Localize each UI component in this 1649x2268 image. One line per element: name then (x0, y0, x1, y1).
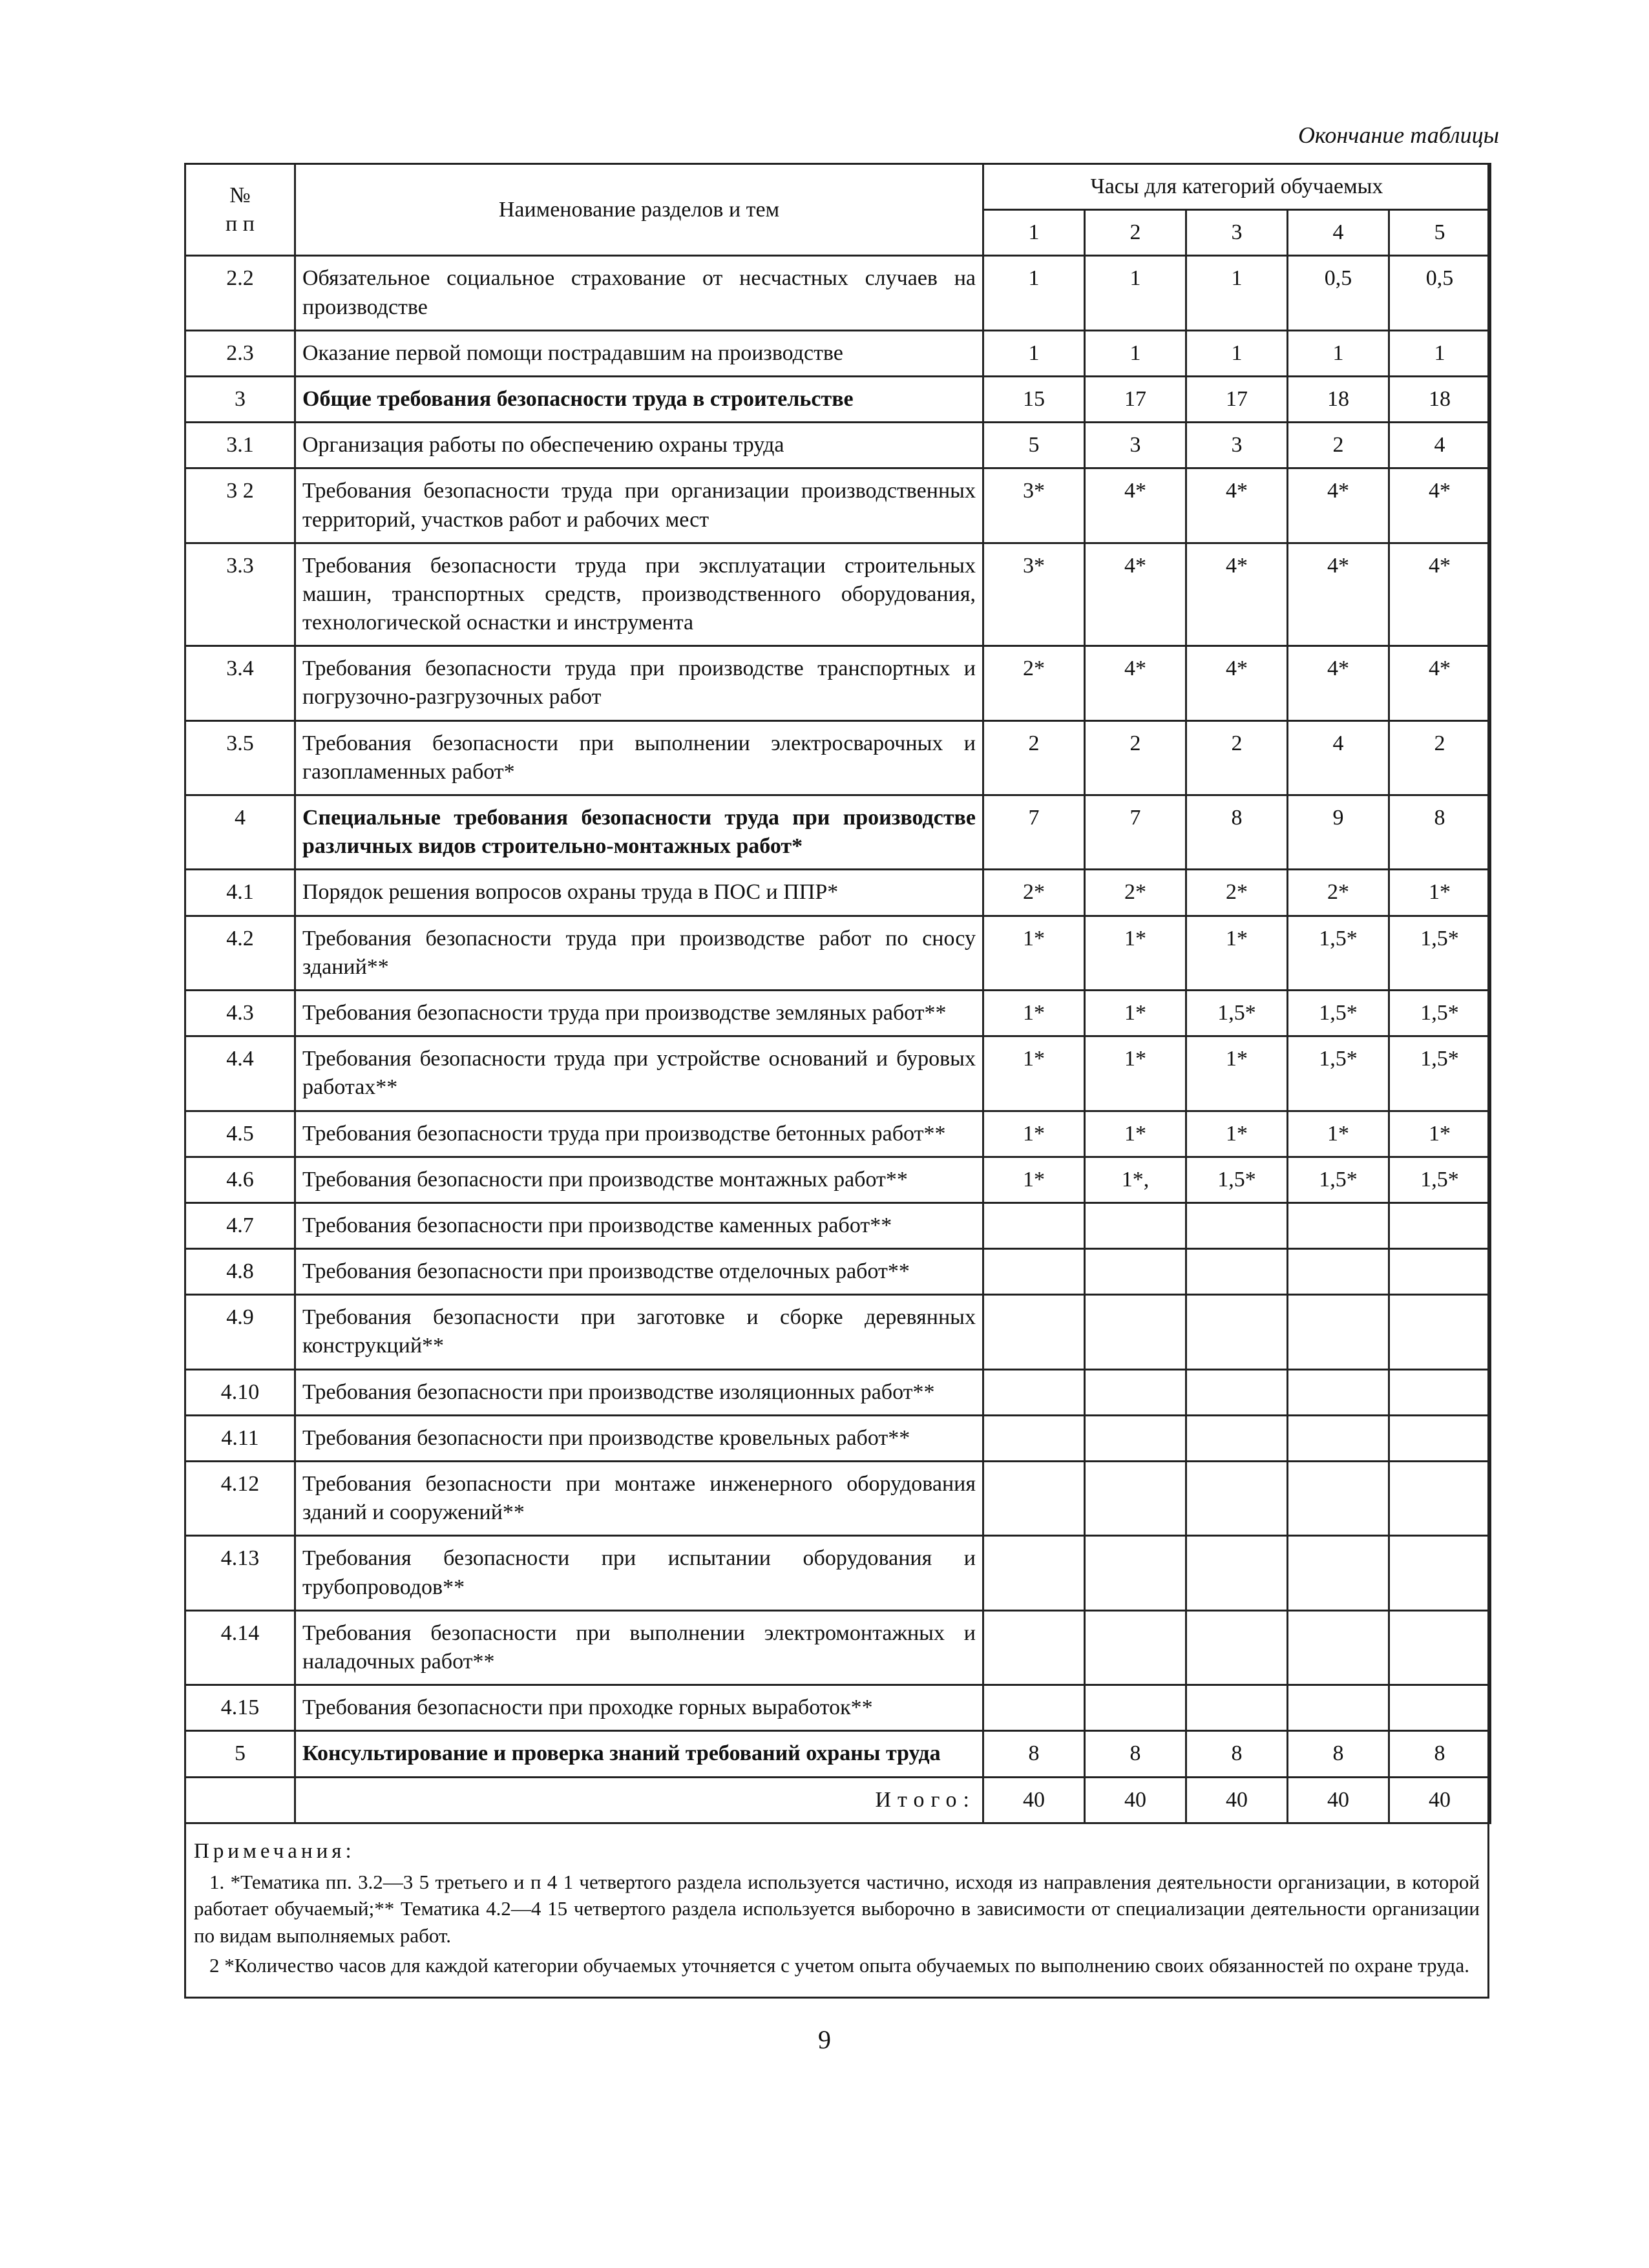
row-hours-cat-2: 17 (1085, 376, 1186, 422)
row-number: 4.14 (185, 1610, 295, 1685)
header-num: № п п (185, 164, 295, 256)
total-label: Итого: (295, 1777, 983, 1823)
row-hours-cat-4: 1* (1288, 1111, 1389, 1157)
row-number: 4.12 (185, 1462, 295, 1536)
row-number: 4.15 (185, 1685, 295, 1731)
row-hours-cat-3: 1* (1186, 1036, 1288, 1111)
row-hours-cat-3: 1 (1186, 330, 1288, 376)
row-hours-cat-1: 2* (983, 646, 1085, 720)
row-hours-cat-2: 4* (1085, 468, 1186, 543)
row-hours-cat-2: 1* (1085, 1036, 1186, 1111)
row-hours-cat-4: 18 (1288, 376, 1389, 422)
row-hours-cat-3: 1* (1186, 1111, 1288, 1157)
row-name: Требования безопасности труда при производстве транспортных и погрузочно-разгрузочных работ (295, 646, 983, 720)
row-hours-cat-4: 4* (1288, 543, 1389, 646)
header-name: Наименование разделов и тем (295, 164, 983, 256)
row-hours-cat-5: 1* (1389, 870, 1491, 916)
row-hours-cat-1: 15 (983, 376, 1085, 422)
row-hours-cat-2: 2* (1085, 870, 1186, 916)
row-hours-cat-3: 4* (1186, 543, 1288, 646)
row-hours-cat-5: 4* (1389, 468, 1491, 543)
row-hours-cat-5: 8 (1389, 795, 1491, 870)
row-name: Специальные требования безопасности труда при производстве различных видов строительно-монтажных работ* (295, 795, 983, 870)
row-hours-cat-3: 8 (1186, 1731, 1288, 1777)
row-number: 3 2 (185, 468, 295, 543)
row-hours-cat-3: 2 (1186, 720, 1288, 795)
row-hours-cat-5: 18 (1389, 376, 1491, 422)
row-hours-cat-1: 1* (983, 1036, 1085, 1111)
row-hours-cat-3: 3 (1186, 423, 1288, 468)
row-number: 2.3 (185, 330, 295, 376)
row-hours-cat-3: 2* (1186, 870, 1288, 916)
row-hours-cat-5: 1,5* (1389, 916, 1491, 990)
row-hours-cat-2: 4* (1085, 543, 1186, 646)
row-name: Требования безопасности труда при производстве земляных работ** (295, 990, 983, 1036)
row-hours-cat-1: 5 (983, 423, 1085, 468)
row-hours-cat-4: 8 (1288, 1731, 1389, 1777)
row-hours-cat-5: 4* (1389, 543, 1491, 646)
row-name: Общие требования безопасности труда в строительстве (295, 376, 983, 422)
note-item: 2 *Количество часов для каждой категории обучаемых уточняется с учетом опыта обучаемых по выполнению своих обязанностей по охране труда. (209, 1954, 1469, 1977)
row-hours-cat-2: 1* (1085, 916, 1186, 990)
row-hours-cat-5: 1,5* (1389, 1036, 1491, 1111)
notes-heading: Примечания: (194, 1840, 355, 1863)
row-hours-cat-5: 1,5* (1389, 990, 1491, 1036)
row-hours-cat-5: 2 (1389, 720, 1491, 795)
row-number: 3.1 (185, 423, 295, 468)
row-name: Требования безопасности труда при производстве работ по сносу зданий** (295, 916, 983, 990)
note-item: 1. *Тематика пп. 3.2—3 5 третьего и п 4 1 четвертого раздела используется частично, исходя из направления деятельности организации, в которой работает обучаемый;** Тематика 4.2—4 15 четвертого раздела используется выборочно в зависимости от специализации деятельности организации по видам выполняемых работ. (194, 1870, 1480, 1948)
total-value: 40 (1288, 1777, 1389, 1823)
row-number: 4.2 (185, 916, 295, 990)
row-name: Требования безопасности труда при организации производственных территорий, участков работ и рабочих мест (295, 468, 983, 543)
row-name: Требования безопасности труда при эксплуатации строительных машин, транспортных средств, производственного оборудования, технологической оснастки и инструмента (295, 543, 983, 646)
row-hours-cat-1: 1 (983, 256, 1085, 330)
total-value: 40 (983, 1777, 1085, 1823)
row-hours-cat-5: 1,5* (1389, 1157, 1491, 1202)
row-hours-cat-3: 1,5* (1186, 1157, 1288, 1202)
row-hours-cat-5: 1* (1389, 1111, 1491, 1157)
row-hours-cat-4: 0,5 (1288, 256, 1389, 330)
row-hours-cat-1: 1* (983, 916, 1085, 990)
row-number: 4.7 (185, 1202, 295, 1248)
row-name: Порядок решения вопросов охраны труда в ПОС и ППР* (295, 870, 983, 916)
continuation-title: Окончание таблицы (1297, 122, 1499, 148)
row-name: Требования безопасности при проходке горных выработок** (295, 1685, 983, 1731)
row-hours-cat-1: 1* (983, 1157, 1085, 1202)
row-hours-cat-2: 1* (1085, 990, 1186, 1036)
row-hours-cat-2: 1 (1085, 330, 1186, 376)
row-hours-cat-2: 2 (1085, 720, 1186, 795)
row-hours-cat-4: 4* (1288, 646, 1389, 720)
row-number: 4.11 (185, 1415, 295, 1461)
header-category: 4 (1288, 210, 1389, 256)
row-number: 4.13 (185, 1536, 295, 1610)
row-name: Требования безопасности при заготовке и сборке деревянных конструкций** (295, 1295, 983, 1369)
row-hours-cat-3: 1,5* (1186, 990, 1288, 1036)
row-hours-cat-4: 1,5* (1288, 990, 1389, 1036)
row-hours-cat-5: 0,5 (1389, 256, 1491, 330)
row-hours-cat-4: 9 (1288, 795, 1389, 870)
header-category: 3 (1186, 210, 1288, 256)
total-value: 40 (1085, 1777, 1186, 1823)
row-number: 2.2 (185, 256, 295, 330)
row-number: 4 (185, 795, 295, 870)
row-hours-cat-5: 8 (1389, 1731, 1491, 1777)
row-number: 3.4 (185, 646, 295, 720)
row-hours-cat-3: 4* (1186, 646, 1288, 720)
row-hours-cat-4: 1 (1288, 330, 1389, 376)
row-hours-cat-5: 1 (1389, 330, 1491, 376)
header-category: 1 (983, 210, 1085, 256)
row-hours-cat-4: 4 (1288, 720, 1389, 795)
row-number: 4.3 (185, 990, 295, 1036)
row-name: Требования безопасности при производстве каменных работ** (295, 1202, 983, 1248)
row-hours-cat-2: 8 (1085, 1731, 1186, 1777)
row-hours-cat-1: 3* (983, 468, 1085, 543)
row-name: Требования безопасности при выполнении электромонтажных и наладочных работ** (295, 1610, 983, 1685)
row-number: 4.8 (185, 1249, 295, 1295)
row-hours-cat-4: 4* (1288, 468, 1389, 543)
row-hours-cat-4: 2 (1288, 423, 1389, 468)
row-number: 4.1 (185, 870, 295, 916)
total-value: 40 (1389, 1777, 1491, 1823)
row-number: 3.5 (185, 720, 295, 795)
row-name: Требования безопасности при производстве отделочных работ** (295, 1249, 983, 1295)
row-number: 3 (185, 376, 295, 422)
row-name: Требования безопасности при испытании оборудования и трубопроводов** (295, 1536, 983, 1610)
row-name: Организация работы по обеспечению охраны труда (295, 423, 983, 468)
row-hours-cat-2: 1*, (1085, 1157, 1186, 1202)
row-hours-cat-5: 4* (1389, 646, 1491, 720)
notes (194, 1837, 1480, 1979)
row-hours-cat-1: 1 (983, 330, 1085, 376)
row-hours-cat-1: 1* (983, 1111, 1085, 1157)
row-name: Требования безопасности при производстве кровельных работ** (295, 1415, 983, 1461)
row-hours-cat-1: 2 (983, 720, 1085, 795)
row-name: Обязательное социальное страхование от несчастных случаев на производстве (295, 256, 983, 330)
row-number: 4.4 (185, 1036, 295, 1111)
row-hours-cat-2: 1 (1085, 256, 1186, 330)
page-number: 9 (818, 2025, 831, 2054)
table-frame (184, 163, 1489, 1999)
row-hours-cat-1: 1* (983, 990, 1085, 1036)
row-hours-cat-3: 17 (1186, 376, 1288, 422)
header-hours: Часы для категорий обучаемых (983, 164, 1491, 210)
row-hours-cat-4: 1,5* (1288, 916, 1389, 990)
row-name: Требования безопасности при производстве монтажных работ** (295, 1157, 983, 1202)
row-hours-cat-2: 3 (1085, 423, 1186, 468)
row-name: Требования безопасности труда при устройстве оснований и буровых работах** (295, 1036, 983, 1111)
row-name: Требования безопасности при производстве изоляционных работ** (295, 1369, 983, 1415)
row-hours-cat-2: 4* (1085, 646, 1186, 720)
row-hours-cat-4: 2* (1288, 870, 1389, 916)
row-hours-cat-3: 1* (1186, 916, 1288, 990)
row-hours-cat-2: 1* (1085, 1111, 1186, 1157)
row-name: Требования безопасности при монтаже инженерного оборудования зданий и сооружений** (295, 1462, 983, 1536)
row-number: 4.10 (185, 1369, 295, 1415)
row-hours-cat-4: 1,5* (1288, 1036, 1389, 1111)
row-hours-cat-3: 8 (1186, 795, 1288, 870)
row-name: Консультирование и проверка знаний требований охраны труда (295, 1731, 983, 1777)
row-number: 3.3 (185, 543, 295, 646)
row-hours-cat-4: 1,5* (1288, 1157, 1389, 1202)
row-number: 4.9 (185, 1295, 295, 1369)
row-hours-cat-5: 4 (1389, 423, 1491, 468)
row-hours-cat-1: 2* (983, 870, 1085, 916)
row-hours-cat-1: 3* (983, 543, 1085, 646)
row-name: Требования безопасности при выполнении электросварочных и газопламенных работ* (295, 720, 983, 795)
row-hours-cat-1: 8 (983, 1731, 1085, 1777)
row-hours-cat-3: 1 (1186, 256, 1288, 330)
total-value: 40 (1186, 1777, 1288, 1823)
row-number: 4.5 (185, 1111, 295, 1157)
row-hours-cat-1: 7 (983, 795, 1085, 870)
row-number: 5 (185, 1731, 295, 1777)
row-hours-cat-2: 7 (1085, 795, 1186, 870)
row-hours-cat-3: 4* (1186, 468, 1288, 543)
row-name: Оказание первой помощи пострадавшим на производстве (295, 330, 983, 376)
row-number: 4.6 (185, 1157, 295, 1202)
header-category: 2 (1085, 210, 1186, 256)
header-category: 5 (1389, 210, 1491, 256)
row-name: Требования безопасности труда при производстве бетонных работ** (295, 1111, 983, 1157)
